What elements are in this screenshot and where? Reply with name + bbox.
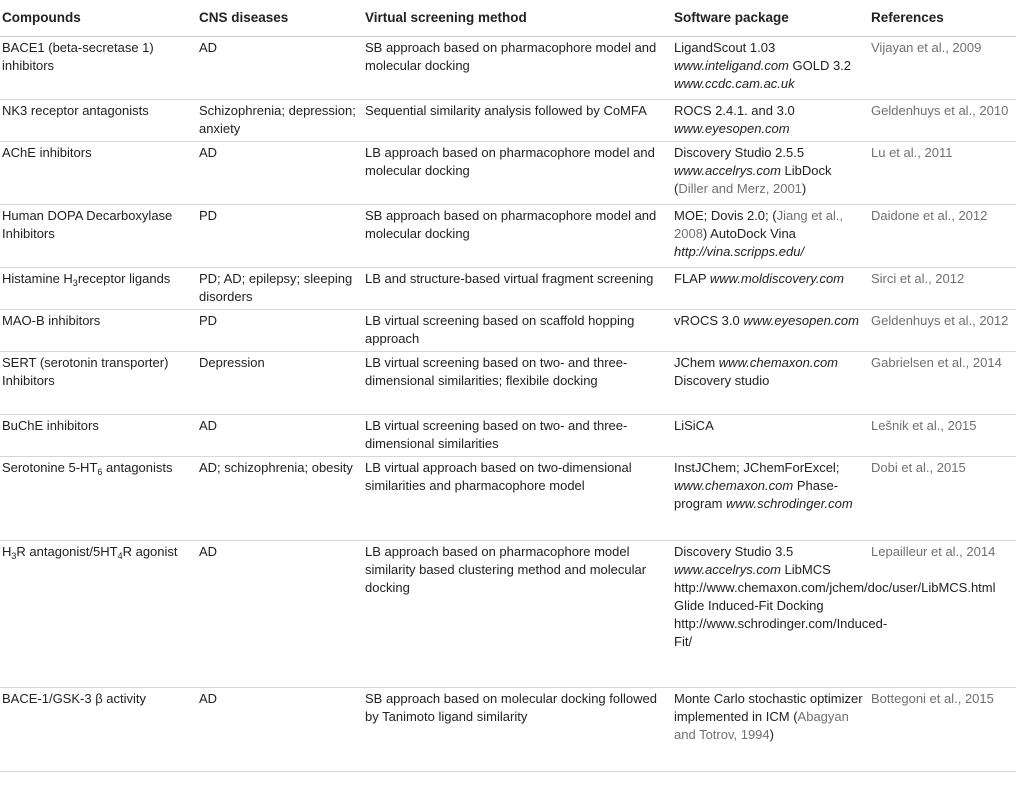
method-cell: LB and structure-based virtual fragment screening bbox=[363, 268, 672, 310]
compound-text: Histamine H bbox=[2, 271, 73, 286]
method-cell: LB virtual approach based on two-dimensional similarities and pharmacophore model bbox=[363, 457, 672, 541]
software-text: LiSiCA bbox=[674, 418, 714, 433]
software-text: www.chemaxon.com bbox=[718, 355, 839, 370]
software-text: Discovery studio bbox=[674, 355, 842, 388]
compound-text: AChE inhibitors bbox=[2, 145, 92, 160]
compound-cell bbox=[0, 541, 197, 688]
compound-text: MAO-B inhibitors bbox=[2, 313, 101, 328]
software-text[interactable]: Abagyan and Totrov, 1994 bbox=[674, 709, 853, 742]
software-text: www.ccdc.cam.ac.uk bbox=[674, 76, 795, 91]
software-text: JChem bbox=[674, 355, 719, 370]
software-text: www.chemaxon.com bbox=[674, 478, 794, 493]
table-body bbox=[0, 37, 1016, 772]
compound-cell bbox=[0, 457, 197, 541]
diseases-cell: PD; AD; epilepsy; sleeping disorders bbox=[197, 268, 363, 310]
table-row bbox=[0, 541, 1016, 688]
method-cell: SB approach based on pharmacophore model and molecular docking bbox=[363, 205, 672, 268]
software-cell bbox=[672, 142, 869, 205]
software-text: Monte Carlo stochastic optimizer implemented in ICM ( bbox=[674, 691, 867, 724]
software-cell bbox=[672, 268, 869, 310]
table-row bbox=[0, 37, 1016, 100]
software-text: Discovery Studio 3.5 bbox=[674, 544, 797, 559]
compound-text: R antagonist/5HT bbox=[16, 544, 118, 559]
software-text: InstJChem; JChemForExcel; bbox=[674, 460, 844, 475]
software-text: MOE; Dovis 2.0; ( bbox=[674, 208, 777, 223]
software-text: GOLD 3.2 bbox=[788, 58, 855, 73]
compound-cell bbox=[0, 37, 197, 100]
software-cell bbox=[672, 457, 869, 541]
software-text: www.eyesopen.com bbox=[743, 313, 859, 328]
software-text: LibMCS http://www.chemaxon.com/jchem/doc/user/LibMCS.html Glide Induced-Fit Docking http://www.schrodinger.com/Induced-Fit/ bbox=[674, 562, 1000, 649]
table-row bbox=[0, 100, 1016, 142]
software-text: www.accelrys.com bbox=[674, 163, 781, 178]
software-text: ROCS 2.4.1. and 3.0 bbox=[674, 103, 799, 118]
table-row bbox=[0, 205, 1016, 268]
method-cell: SB approach based on molecular docking followed by Tanimoto ligand similarity bbox=[363, 688, 672, 772]
method-cell: LB approach based on pharmacophore model and molecular docking bbox=[363, 142, 672, 205]
software-text: ) AutoDock Vina bbox=[702, 226, 800, 241]
diseases-cell: AD bbox=[197, 541, 363, 688]
software-cell bbox=[672, 37, 869, 100]
method-cell: LB virtual screening based on two- and three-dimensional similarities bbox=[363, 415, 672, 457]
compound-cell bbox=[0, 310, 197, 352]
software-text: LigandScout 1.03 bbox=[674, 40, 779, 55]
compound-cell bbox=[0, 352, 197, 415]
table-row bbox=[0, 352, 1016, 415]
software-text: www.moldiscovery.com bbox=[709, 271, 845, 286]
compound-text: 3 bbox=[11, 551, 17, 561]
compound-text: 6 bbox=[97, 467, 103, 477]
compound-cell bbox=[0, 205, 197, 268]
diseases-cell: AD; schizophrenia; obesity bbox=[197, 457, 363, 541]
header-cns-diseases: CNS diseases bbox=[197, 0, 363, 37]
diseases-cell: AD bbox=[197, 37, 363, 100]
header-virtual-screening-method: Virtual screening method bbox=[363, 0, 672, 37]
software-text: www.eyesopen.com bbox=[674, 121, 790, 136]
reference-link[interactable]: Lepailleur et al., 2014 bbox=[869, 541, 1016, 688]
diseases-cell: AD bbox=[197, 142, 363, 205]
reference-link[interactable]: Dobi et al., 2015 bbox=[869, 457, 1016, 541]
compound-cell bbox=[0, 688, 197, 772]
table-row bbox=[0, 268, 1016, 310]
compound-text: Human DOPA Decarboxylase Inhibitors bbox=[2, 208, 176, 241]
compound-text: BuChE inhibitors bbox=[2, 418, 99, 433]
reference-link[interactable]: Sirci et al., 2012 bbox=[869, 268, 1016, 310]
table-row bbox=[0, 457, 1016, 541]
reference-link[interactable]: Vijayan et al., 2009 bbox=[869, 37, 1016, 100]
software-text: Discovery Studio 2.5.5 bbox=[674, 145, 808, 160]
reference-link[interactable]: Lešnik et al., 2015 bbox=[869, 415, 1016, 457]
reference-link[interactable]: Bottegoni et al., 2015 bbox=[869, 688, 1016, 772]
compound-text: NK3 receptor antagonists bbox=[2, 103, 149, 118]
compound-cell bbox=[0, 100, 197, 142]
software-cell bbox=[672, 415, 869, 457]
software-text: Phase-program bbox=[674, 478, 839, 511]
diseases-cell: PD bbox=[197, 205, 363, 268]
compound-text: 4 bbox=[117, 551, 123, 561]
compound-text: Serotonine 5-HT bbox=[2, 460, 98, 475]
diseases-cell: PD bbox=[197, 310, 363, 352]
software-text: www.accelrys.com bbox=[674, 562, 781, 577]
software-cell bbox=[672, 310, 869, 352]
software-text: LibDock ( bbox=[674, 163, 836, 196]
software-text: ) bbox=[769, 727, 774, 742]
table-row bbox=[0, 310, 1016, 352]
compound-text: R agonist bbox=[122, 544, 178, 559]
software-cell bbox=[672, 352, 869, 415]
compound-text: BACE-1/GSK-3 β activity bbox=[2, 691, 147, 706]
compound-text: antagonists bbox=[102, 460, 173, 475]
compound-cell bbox=[0, 268, 197, 310]
compound-text: receptor ligands bbox=[77, 271, 171, 286]
header-references: References bbox=[869, 0, 1016, 37]
header-row bbox=[0, 0, 1016, 37]
software-text: FLAP bbox=[674, 271, 710, 286]
reference-link[interactable]: Gabrielsen et al., 2014 bbox=[869, 352, 1016, 415]
software-cell bbox=[672, 688, 869, 772]
reference-link[interactable]: Lu et al., 2011 bbox=[869, 142, 1016, 205]
software-text: www.inteligand.com bbox=[674, 58, 789, 73]
method-cell: Sequential similarity analysis followed by CoMFA bbox=[363, 100, 672, 142]
software-text: vROCS 3.0 bbox=[674, 313, 744, 328]
software-cell bbox=[672, 205, 869, 268]
diseases-cell: Schizophrenia; depression; anxiety bbox=[197, 100, 363, 142]
software-text: http://vina.scripps.edu/ bbox=[674, 244, 805, 259]
reference-link[interactable]: Geldenhuys et al., 2010 bbox=[869, 100, 1016, 142]
compound-text: SERT (serotonin transporter) Inhibitors bbox=[2, 355, 173, 388]
software-text: ) bbox=[801, 181, 807, 196]
diseases-cell: AD bbox=[197, 415, 363, 457]
compound-cell bbox=[0, 142, 197, 205]
header-compounds: Compounds bbox=[0, 0, 197, 37]
method-cell: LB virtual screening based on two- and three-dimensional similarities; flexibile docking bbox=[363, 352, 672, 415]
method-cell: SB approach based on pharmacophore model and molecular docking bbox=[363, 37, 672, 100]
compound-text: H bbox=[2, 544, 12, 559]
diseases-cell: AD bbox=[197, 688, 363, 772]
table-row bbox=[0, 142, 1016, 205]
compound-text: BACE1 (beta-secretase 1) inhibitors bbox=[2, 40, 158, 73]
software-text[interactable]: Jiang et al., 2008 bbox=[674, 208, 847, 241]
software-text: www.schrodinger.com bbox=[726, 496, 853, 511]
method-cell: LB approach based on pharmacophore model similarity based clustering method and molecular docking bbox=[363, 541, 672, 688]
table-row bbox=[0, 415, 1016, 457]
software-cell bbox=[672, 100, 869, 142]
diseases-cell: Depression bbox=[197, 352, 363, 415]
reference-link[interactable]: Geldenhuys et al., 2012 bbox=[869, 310, 1016, 352]
method-cell: LB virtual screening based on scaffold hopping approach bbox=[363, 310, 672, 352]
reference-link[interactable]: Daidone et al., 2012 bbox=[869, 205, 1016, 268]
compound-text: 3 bbox=[72, 278, 78, 288]
compound-cell bbox=[0, 415, 197, 457]
header-software-package: Software package bbox=[672, 0, 869, 37]
table-row bbox=[0, 688, 1016, 772]
software-text[interactable]: Diller and Merz, 2001 bbox=[678, 181, 802, 196]
